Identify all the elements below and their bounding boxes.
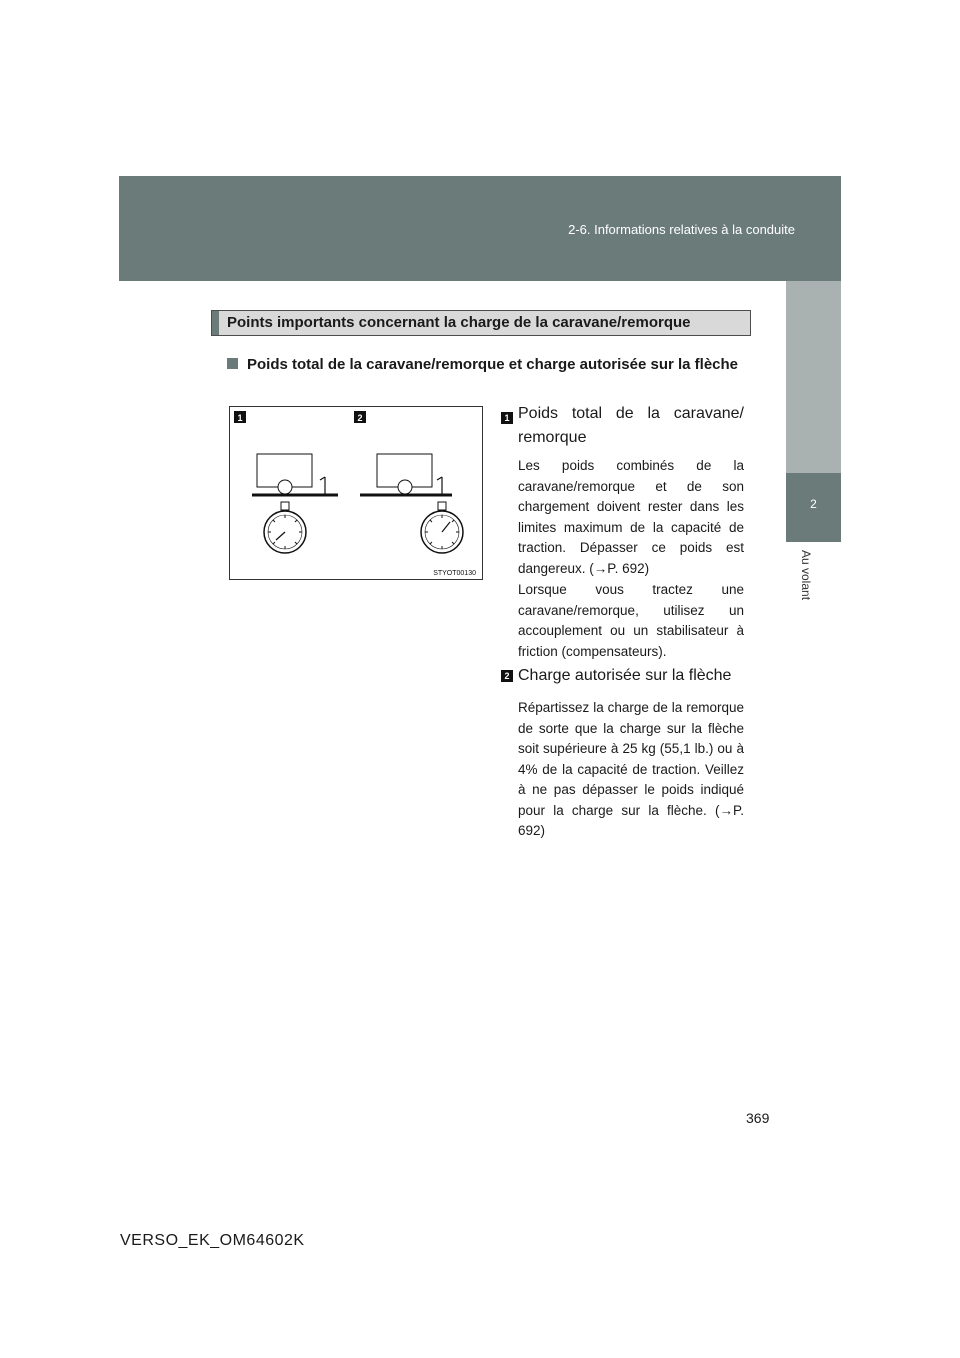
chapter-label-tab <box>801 550 825 618</box>
scale-stem-2 <box>438 502 446 510</box>
section-title: 2-6. Informations relatives à la conduite <box>568 222 795 237</box>
square-bullet-icon <box>227 358 238 369</box>
item-2-badge: 2 <box>501 670 513 682</box>
illustration-badge-2: 2 <box>357 413 363 423</box>
page-number: 369 <box>746 1110 770 1126</box>
section-heading-box <box>211 310 751 336</box>
sub-heading <box>227 352 747 377</box>
scale-stem-1 <box>281 502 289 510</box>
illustration-badge-1: 1 <box>237 413 243 423</box>
chapter-header-band <box>119 176 841 281</box>
item-1-paragraph-2: Lorsque vous tractez une caravane/remorque, utilisez un accouplement ou un stabilisateur à friction (compensateurs). <box>518 582 744 659</box>
trailer-scale-diagram <box>230 407 482 579</box>
item-1-paragraph-1: Les poids combinés de la caravane/remorque et de son chargement doivent rester dans les limites maximum de la capacité de traction. Dépasser ce poids est dangereux. (→P. 692) <box>518 458 744 576</box>
trailer-scale-1 <box>252 454 338 553</box>
section-heading: Points importants concernant la charge de la caravane/remorque <box>227 314 691 331</box>
scale-needle-2 <box>442 522 450 532</box>
sub-heading-text: Poids total de la caravane/remorque et charge autorisée sur la flèche <box>247 356 739 373</box>
item-1-title-line1: Poids total de la caravane/ <box>518 405 744 422</box>
chapter-label: Au volant <box>799 550 813 601</box>
trailer-wheel-2 <box>398 480 412 494</box>
item-1-badge: 1 <box>501 412 513 424</box>
chapter-number-tab: 2 <box>786 473 841 542</box>
item-2-title: Charge autorisée sur la flèche <box>518 667 732 684</box>
item-2-paragraph-1: Répartissez la charge de la remorque de sorte que la charge sur la flèche soit supérieure à 25 kg (55,1 lb.) ou à 4% de la capacité de traction. Veillez à ne pas dépasser le poids indiqué pour la charge sur la flèche. (→P. 692) <box>518 700 744 838</box>
heading-accent-bar <box>212 311 219 335</box>
scale-needle-1 <box>276 532 285 540</box>
trailer-scale-2 <box>360 454 463 553</box>
item-1-title-line2: remorque <box>518 429 587 446</box>
trailer-weight-illustration <box>229 406 483 580</box>
trailer-wheel-1 <box>278 480 292 494</box>
side-tab-spacer <box>786 281 841 473</box>
illustration-code: STYOT00130 <box>433 570 476 577</box>
document-code: VERSO_EK_OM64602K <box>120 1232 305 1249</box>
